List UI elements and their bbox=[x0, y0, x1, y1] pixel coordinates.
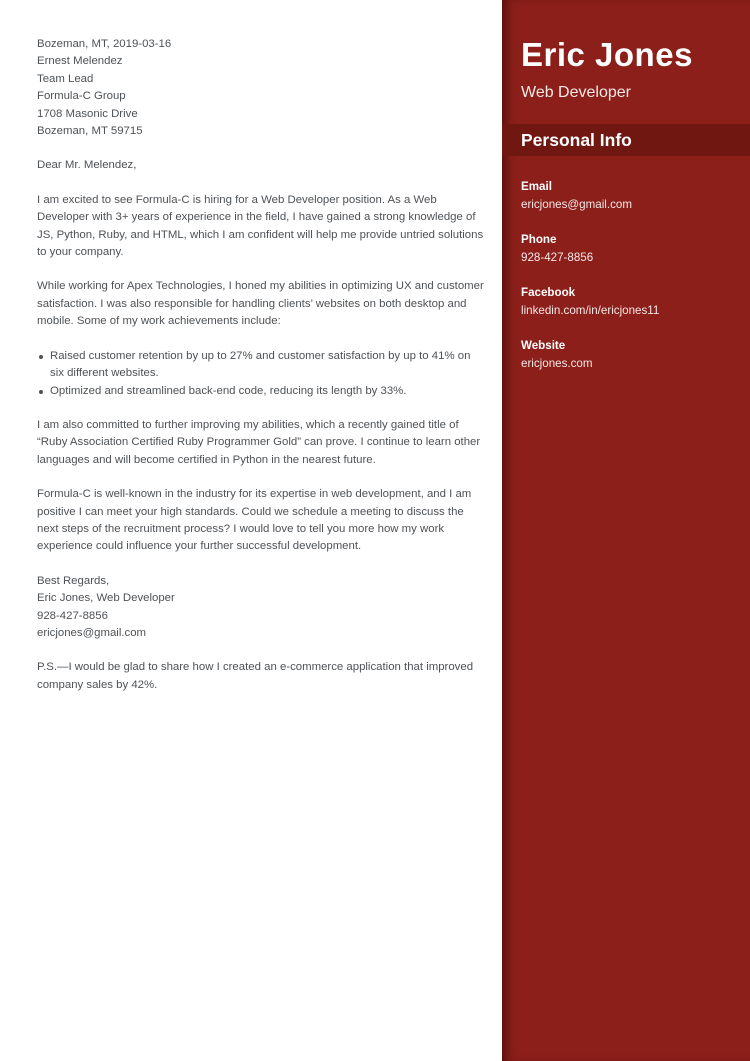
recipient-title-line: Team Lead bbox=[37, 72, 94, 85]
contact-website bbox=[521, 337, 731, 373]
closing-email-line: ericjones@gmail.com bbox=[37, 626, 147, 639]
contact-phone bbox=[521, 231, 731, 267]
achievement-item: Optimized and streamlined back-end code, reducing its length by 33%. bbox=[37, 383, 484, 400]
contact-facebook bbox=[521, 284, 731, 320]
achievements-list bbox=[37, 348, 484, 400]
letter-paragraph-4: Formula-C is well-known in the industry for its expertise in web development, and I am positive I can meet your high standards. Could we schedule a meeting to discuss the next steps of the recruitment process? I would love to tell you more how my work experience could influence your further successful development. bbox=[37, 488, 472, 553]
contact-value: linkedin.com/in/ericjones11 bbox=[521, 304, 660, 317]
letter-paragraph-2: While working for Apex Technologies, I honed my abilities in optimizing UX and customer satisfaction. I was also responsible for handling clients’ websites on both desktop and mobile. Some of my work achievements include: bbox=[37, 280, 484, 328]
closing-regards-line: Best Regards, bbox=[37, 574, 110, 587]
closing-signature-line: Eric Jones, Web Developer bbox=[37, 592, 175, 605]
recipient-company-line: Formula-C Group bbox=[37, 90, 126, 103]
contact-email bbox=[521, 178, 731, 214]
contact-value: ericjones@gmail.com bbox=[521, 198, 632, 211]
salutation: Dear Mr. Melendez, bbox=[37, 159, 137, 172]
closing-block bbox=[37, 573, 484, 643]
sidebar bbox=[502, 0, 750, 1061]
postscript: P.S.—I would be glad to share how I created an e-commerce application that improved company sales by 42%. bbox=[37, 661, 474, 691]
achievement-item: Raised customer retention by up to 27% and customer satisfaction by up to 41% on six different websites. bbox=[37, 348, 484, 383]
recipient-block bbox=[37, 36, 484, 140]
recipient-city-line: Bozeman, MT 59715 bbox=[37, 125, 143, 138]
date-location-line: Bozeman, MT, 2019-03-16 bbox=[37, 38, 172, 50]
contact-label: Website bbox=[521, 339, 566, 352]
candidate-name: Eric Jones bbox=[521, 36, 693, 73]
contacts-list bbox=[521, 178, 731, 373]
candidate-title: Web Developer bbox=[521, 84, 631, 101]
letter-paragraph-3: I am also committed to further improving my abilities, which a recently gained title of “Ruby Association Certified Ruby Programmer Gold” can prove. I continue to learn other languages and will become certified in Python in the nearest future. bbox=[37, 418, 481, 466]
contact-label: Facebook bbox=[521, 286, 576, 299]
closing-phone-line: 928-427-8856 bbox=[37, 609, 108, 622]
recipient-address-line: 1708 Masonic Drive bbox=[37, 107, 138, 120]
personal-info-heading: Personal Info bbox=[502, 124, 750, 156]
contact-value: 928-427-8856 bbox=[521, 251, 594, 264]
recipient-name-line: Ernest Melendez bbox=[37, 55, 123, 68]
contact-label: Email bbox=[521, 180, 552, 193]
letter-paragraph-1: I am excited to see Formula-C is hiring for a Web Developer position. As a Web Developer with 3+ years of experience in the field, I have gained a strong knowledge of JS, Python, Ruby, and HTML, which I am confident will help me provide untried solutions to your company. bbox=[37, 193, 484, 259]
contact-value: ericjones.com bbox=[521, 357, 593, 370]
contact-label: Phone bbox=[521, 233, 557, 246]
